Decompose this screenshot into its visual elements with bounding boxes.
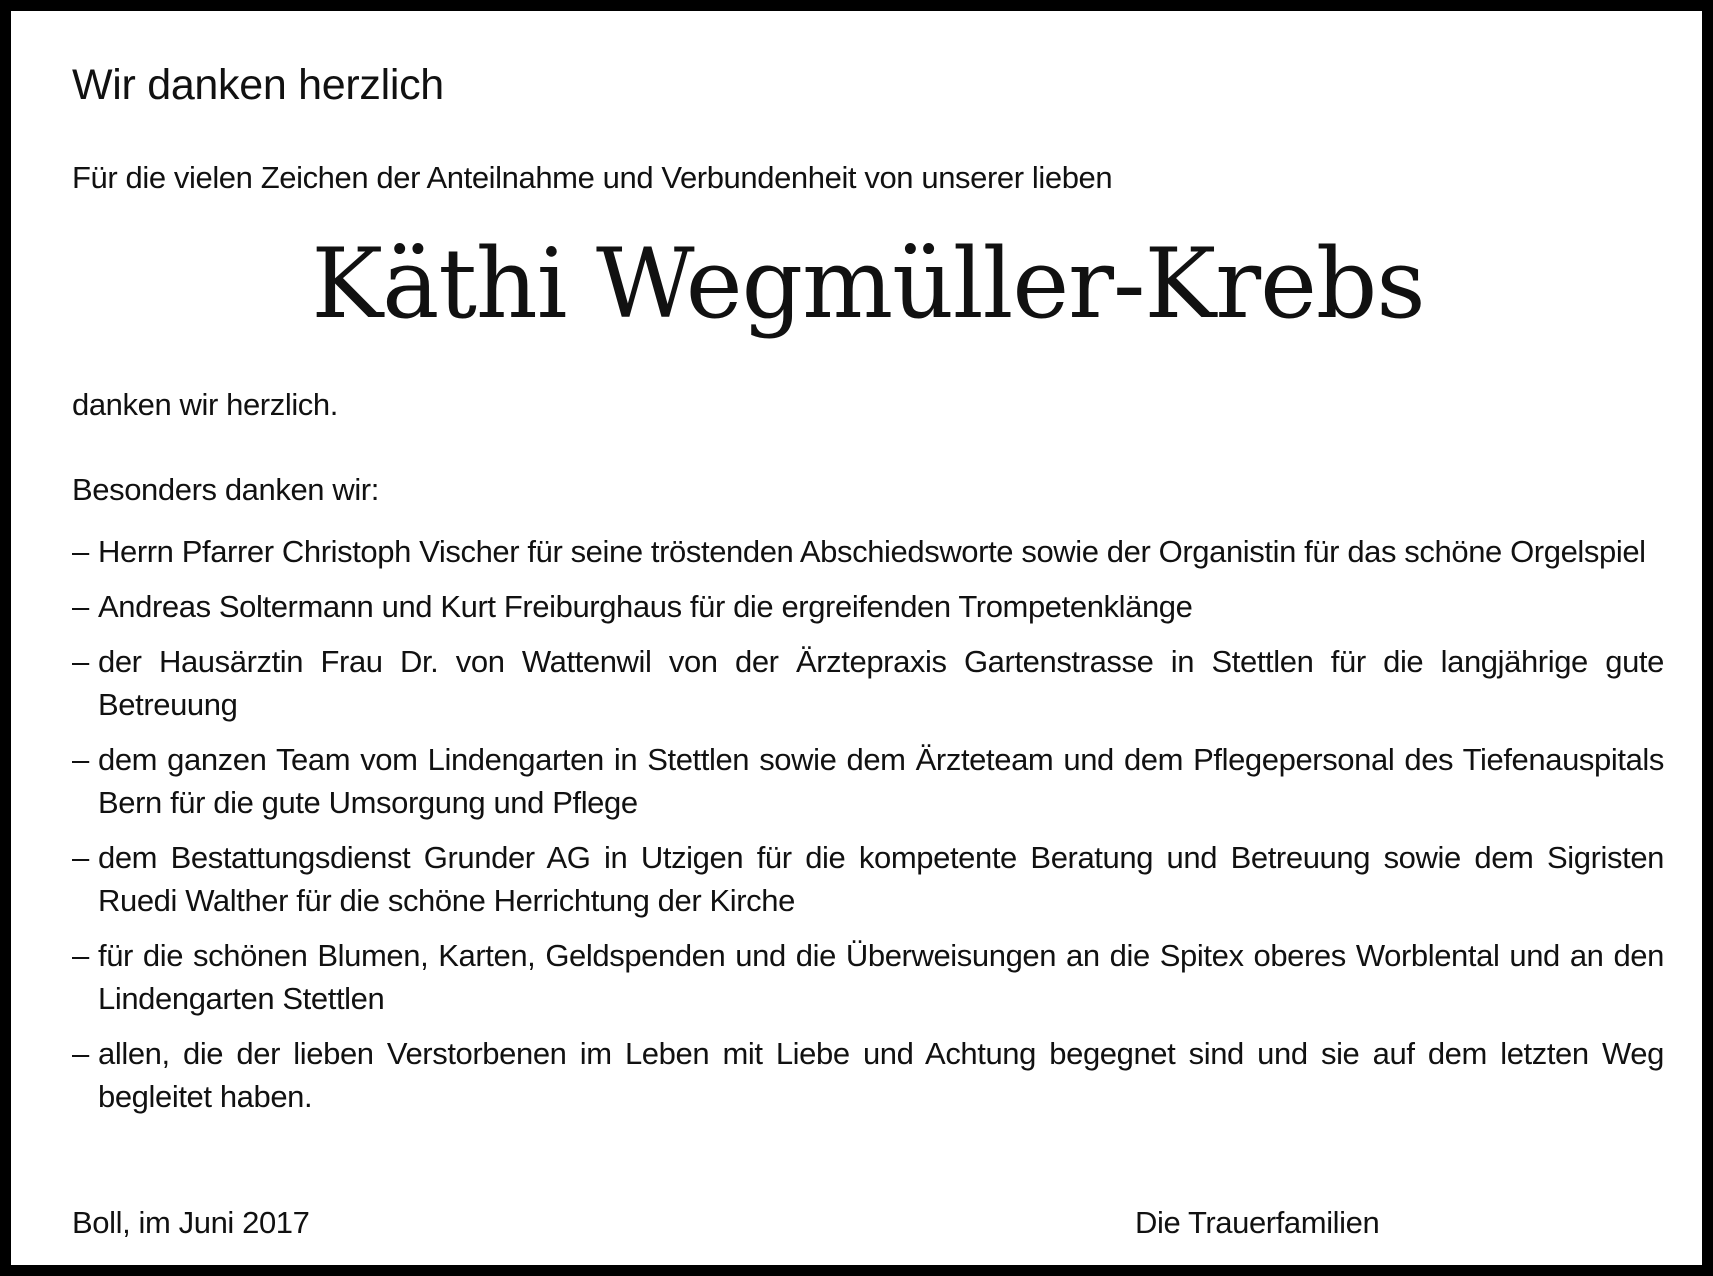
list-item [72, 738, 1664, 824]
list-item [72, 530, 1664, 573]
dash-bullet: – [72, 1036, 89, 1071]
dash-bullet: – [72, 589, 89, 624]
dash-bullet: – [72, 938, 89, 973]
list-item-text: der Hausärztin Frau Dr. von Wattenwil von der Ärztepraxis Gartenstrasse in Stettlen für die langjährige gute Betreuung [98, 644, 1664, 722]
list-item-text: Herrn Pfarrer Christoph Vischer für seine tröstenden Abschiedsworte sowie der Organistin für das schöne Orgelspiel [98, 534, 1646, 569]
list-item-text: dem Bestattungsdienst Grunder AG in Utzigen für die kompetente Beratung und Betreuung sowie dem Sigristen Ruedi Walther für die schöne Herrichtung der Kirche [98, 840, 1664, 918]
notice-heading: Wir danken herzlich [72, 61, 444, 109]
thanks-text: danken wir herzlich. [72, 387, 338, 422]
dash-bullet: – [72, 742, 89, 777]
dash-bullet: – [72, 644, 89, 679]
deceased-name: Käthi Wegmüller-Krebs [311, 228, 1425, 340]
list-item-text: dem ganzen Team vom Lindengarten in Stettlen sowie dem Ärzteteam und dem Pflegepersonal des Tiefenauspitals Bern für die gute Umsorgung und Pflege [98, 742, 1664, 820]
thanks-list [72, 530, 1664, 1130]
list-item [72, 585, 1664, 628]
intro-text: Für die vielen Zeichen der Anteilnahme und Verbundenheit von unserer lieben [72, 160, 1113, 195]
signature: Die Trauerfamilien [1135, 1205, 1380, 1240]
place-date: Boll, im Juni 2017 [72, 1205, 310, 1240]
list-item-text: allen, die der lieben Verstorbenen im Leben mit Liebe und Achtung begegnet sind und sie auf dem letzten Weg begleitet haben. [98, 1036, 1664, 1114]
list-item-text: Andreas Soltermann und Kurt Freiburghaus für die ergreifenden Trompetenklänge [98, 589, 1193, 624]
list-item [72, 1032, 1664, 1118]
dash-bullet: – [72, 534, 89, 569]
list-item [72, 836, 1664, 922]
list-item [72, 934, 1664, 1020]
list-item-text: für die schönen Blumen, Karten, Geldspenden und die Überweisungen an die Spitex oberes Worblental und an den Lindengarten Stettlen [98, 938, 1664, 1016]
special-thanks-intro: Besonders danken wir: [72, 472, 379, 507]
list-item [72, 640, 1664, 726]
dash-bullet: – [72, 840, 89, 875]
